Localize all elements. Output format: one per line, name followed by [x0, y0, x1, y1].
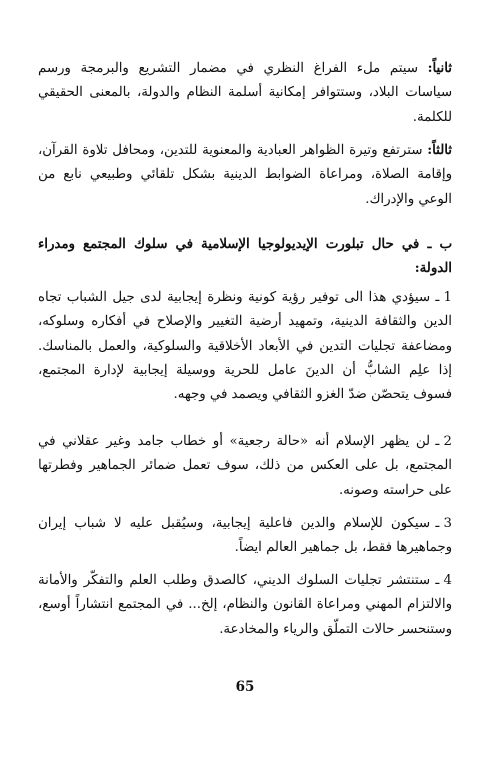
list-item — [38, 569, 452, 642]
item-number: 1 ـ — [435, 290, 452, 305]
list-item — [38, 512, 452, 561]
section-heading — [38, 233, 452, 282]
list-item — [38, 286, 452, 407]
paragraph-label: ثانياً: — [427, 61, 452, 76]
paragraph-third — [38, 139, 452, 212]
paragraph-text: سيتم ملء الفراغ النظري في مضمار التشريع والبرمجة ورسم سياسات البلاد، وستتوافر إمكانية أسلمة النظام والدولة، بالمعنى الحقيقي للكلمة. — [38, 61, 452, 125]
item-number: 2 ـ — [435, 434, 452, 449]
list-item — [38, 430, 452, 503]
paragraph-second — [38, 57, 452, 130]
item-text: لن يظهر الإسلام أنه «حالة رجعية» أو خطاب جامد وغير عقلاني في المجتمع، بل على العكس من ذلك، سوف تعمل ضمائر الجماهير وفطرتها على حراسته وصونه. — [38, 434, 452, 498]
paragraph-text: سترتفع وتيرة الظواهر العبادية والمعنوية للتدين، ومحافل تلاوة القرآن، وإقامة الصلاة، ومراعاة الضوابط الدينية بشكل تلقائي وطبيعي نابع من الوعي والإدراك. — [38, 143, 452, 207]
paragraph-label: ثالثاً: — [427, 143, 452, 158]
item-number: 3 ـ — [435, 516, 452, 531]
heading-marker: ب ـ — [427, 237, 452, 252]
item-number: 4 ـ — [435, 573, 452, 588]
page-number: 65 — [235, 679, 255, 695]
item-text: ستنتشر تجليات السلوك الديني، كالصدق وطلب العلم والتفكّر والأمانة والالتزام المهني ومراعاة القانون والنظام، إلخ... في المجتمع انتشاراً أوسع، وستنحسر حالات التملّق والرياء والمخادعة. — [38, 573, 452, 637]
heading-text: في حال تبلورت الإيديولوجيا الإسلامية في سلوك المجتمع ومدراء الدولة: — [38, 237, 452, 277]
item-text: سيؤدي هذا الى توفير رؤية كونية ونظرة إيجابية لدى جيل الشباب تجاه الدين والثقافة الدينية، وتمهيد أرضية التغيير والإصلاح في أفكاره وسلوكه، ومضاعفة تجليات التدين في الأبعاد الأخلاقية والسلوكية، والعمل بالمناسك. إذا علِم الشابُّ أن الدينَ عامل للحرية ووسيلة إيجابية لإدارة المجتمع، فسوف يتحصّن ضدّ الغزو الثقافي ويصمد في وجهه. — [38, 290, 452, 403]
item-text: سيكون للإسلام والدين فاعلية إيجابية، وسيُقبل عليه لا شباب إيران وجماهيرها فقط، بل جماهير العالم ايضاً. — [38, 516, 452, 556]
